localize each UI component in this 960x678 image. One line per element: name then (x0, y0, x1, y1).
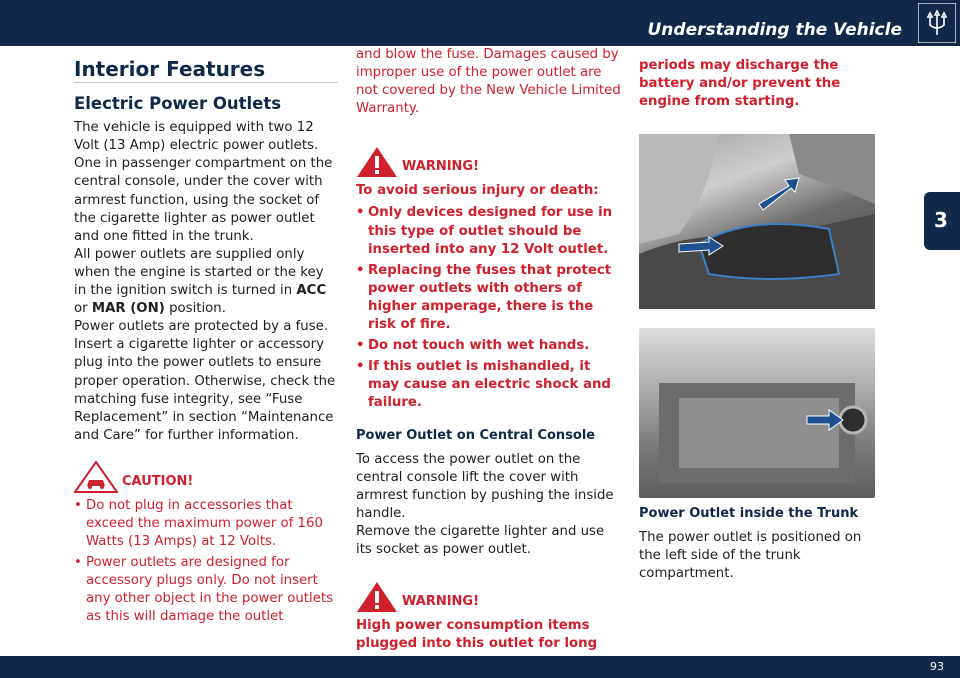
lighter-paragraph: Remove the cigarette lighter and use its socket as power outlet. (356, 523, 605, 558)
header-bar (0, 0, 960, 46)
continued-warning: periods may discharge the battery and/or prevent the engine from starting. (639, 58, 841, 110)
caution-list (74, 497, 338, 627)
intro-paragraph: The vehicle is equipped with two 12 Volt (13 Amp) electric power outlets. One in passenger compartment on the central console, under the cover with armrest function, using the socket of the cigarette lighter as power outlet and one fitted in the trunk. (74, 120, 333, 244)
warning-text: High power consumption items plugged into this outlet for long (356, 618, 598, 652)
list-item: • Replacing the fuses that protect power outlets with others of higher amperage, there is the risk of fire. (356, 262, 622, 334)
acc-label: ACC (296, 283, 327, 299)
console-photo (639, 134, 875, 309)
caution-label: CAUTION! (122, 473, 194, 489)
supply-paragraph: All power outlets are supplied only when the engine is started or the key in the ignition switch is turned in ACC or MAR (ON) position. (74, 246, 327, 317)
central-paragraph: To access the power outlet on the central console lift the cover with armrest function by pushing the inside handle. (356, 451, 614, 521)
central-heading: Power Outlet on Central Console (356, 427, 596, 443)
trident-logo-icon (918, 3, 956, 43)
trunk-photo (639, 328, 875, 498)
warning-label: WARNING! (402, 594, 480, 610)
footer-bar (0, 656, 960, 678)
warning-heading (356, 581, 622, 613)
warning-list (356, 204, 622, 412)
column-3 (639, 57, 879, 111)
warning-intro: To avoid serious injury or death: (356, 183, 599, 199)
warning-heading (356, 146, 622, 178)
trunk-section (639, 505, 879, 583)
caution-heading (74, 461, 338, 493)
list-item: • Do not plug in accessories that exceed the maximum power of 160 Watts (13 Amps) at 12 Volts. (74, 497, 338, 551)
list-item: • Power outlets are designed for accessory plugs only. Do not insert any other object in the power outlets as this will damage the outlet (74, 554, 338, 626)
trunk-paragraph: The power outlet is positioned on the left side of the trunk compartment. (639, 530, 862, 582)
column-2 (356, 46, 622, 653)
section-title: Understanding the Vehicle (647, 20, 902, 40)
list-item: • If this outlet is mishandled, it may cause an electric shock and failure. (356, 358, 622, 412)
warning-icon (356, 146, 398, 178)
column-1 (74, 54, 338, 630)
warning-label: WARNING! (402, 159, 480, 175)
page-title: Interior Features (74, 60, 338, 83)
trunk-outlet-image (639, 328, 875, 498)
warning-icon (356, 581, 398, 613)
list-item: • Do not touch with wet hands. (356, 337, 622, 355)
caution-car-icon (74, 461, 118, 493)
section-heading: Electric Power Outlets (74, 94, 282, 114)
trunk-heading: Power Outlet inside the Trunk (639, 506, 859, 521)
page-number: 93 (930, 660, 944, 673)
chapter-number: 3 (934, 208, 948, 232)
console-armrest-image (639, 134, 875, 309)
continued-text: and blow the fuse. Damages caused by improper use of the power outlet are not covered by the New Vehicle Limited Warranty. (356, 47, 621, 117)
chapter-tab[interactable] (924, 192, 960, 250)
mar-label: MAR (ON) (91, 301, 165, 317)
list-item: • Only devices designed for use in this type of outlet should be inserted into any 12 Volt outlet. (356, 204, 622, 258)
fuse-paragraph: Power outlets are protected by a fuse. Insert a cigarette lighter or accessory plug into the power outlets to ensure proper operation. Otherwise, check the matching fuse integrity, see “Fuse Replacement” in section “Maintenance and Care” for further information. (74, 319, 336, 443)
